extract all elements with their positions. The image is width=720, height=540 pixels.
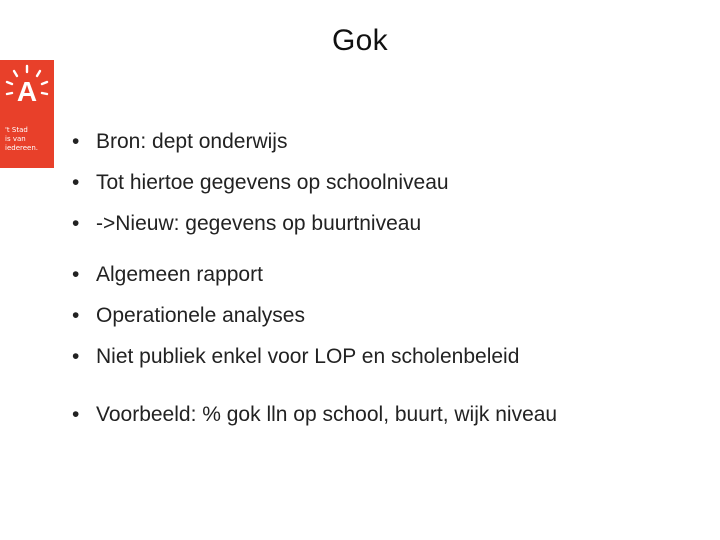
bullet-dot: • (72, 403, 80, 426)
bullet-dot: • (72, 263, 80, 286)
bullet-dot: • (72, 171, 80, 194)
bullet-dot: • (72, 130, 80, 153)
bullet-item (72, 162, 712, 203)
bullet-group (72, 254, 712, 377)
bullet-item (72, 121, 712, 162)
bullet-text: Bron: dept onderwijs (96, 130, 288, 153)
logo-tagline (5, 126, 53, 153)
bullet-text: Voorbeeld: % gok lln op school, buurt, wijk niveau (96, 403, 558, 426)
bullet-item (72, 394, 712, 435)
slide-title: Gok (332, 24, 388, 57)
logo-tagline-line: 't Stad (5, 126, 28, 134)
antwerp-logo (0, 60, 54, 168)
bullet-item (72, 203, 712, 244)
bullet-dot: • (72, 345, 80, 368)
bullet-item (72, 254, 712, 295)
logo-a-icon (0, 60, 54, 116)
bullet-dot: • (72, 304, 80, 327)
bullet-text: ->Nieuw: gegevens op buurtniveau (96, 212, 422, 235)
bullet-group (72, 121, 712, 244)
bullet-item (72, 295, 712, 336)
bullet-item (72, 336, 712, 377)
logo-letter: A (16, 76, 38, 107)
logo-tagline-line: is van (5, 135, 26, 143)
logo-tagline-line: iedereen. (5, 144, 39, 152)
bullet-group (72, 394, 712, 435)
bullet-dot: • (72, 212, 80, 235)
bullet-text: Niet publiek enkel voor LOP en scholenbeleid (96, 345, 520, 368)
bullet-text: Algemeen rapport (96, 263, 263, 286)
bullet-text: Operationele analyses (96, 304, 305, 327)
bullet-text: Tot hiertoe gegevens op schoolniveau (96, 171, 449, 194)
